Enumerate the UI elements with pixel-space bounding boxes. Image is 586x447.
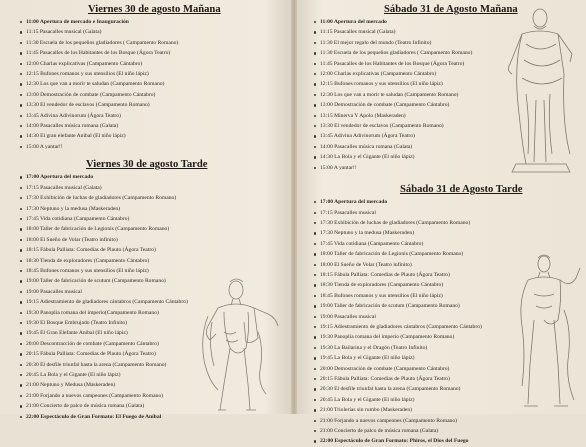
- schedule-item: 18:00 Taller de fabricación de Legionis (Campamento Romano): [314, 249, 584, 259]
- schedule-item: 17:15 Pasacalles musical: [314, 208, 584, 218]
- friday-afternoon-list: [20, 172, 290, 422]
- schedule-item: 20:30 El desfile triunfal hasta la arena (Campamento Romano): [20, 360, 290, 370]
- schedule-item: 19:45 La Bola y el Gigante (El niño lápiz): [314, 353, 584, 363]
- schedule-item: 17:45 Vida cotidiana (Campamento Cántabro): [20, 214, 290, 224]
- schedule-item: 14:00 Pasacalles música romana (Galata): [314, 142, 584, 152]
- schedule-item: 13:45 Adivina Adivinorum (Ágora Teatro): [20, 111, 290, 121]
- schedule-item: 18:30 Tienda de exploradores (Campamento Cántabro): [20, 256, 290, 266]
- schedule-item: 18:45 Bufones romanos y sus utensilios (El niño lápiz): [314, 291, 584, 301]
- friday-morning-list: [20, 17, 290, 152]
- schedule-item: 18:30 Tienda de exploradores (Campamento Cántabro): [314, 280, 584, 290]
- schedule-item: 20:00 Descontracción de combate (Campamento Cántabro): [20, 339, 290, 349]
- schedule-item: 19:00 Taller de fabricación de scutum (Campamento Romano): [20, 276, 290, 286]
- schedule-item: 13:45 Adivina Adivinorum (Ágora Teatro): [314, 131, 584, 141]
- schedule-item: 19:30 El Bosque Embrujado (Teatro Infinito): [20, 318, 290, 328]
- schedule-item: 12:30 Los que van a morir te saludan (Campamento Romano): [314, 90, 584, 100]
- schedule-item: 19:00 Pasacalles musical: [314, 312, 584, 322]
- saturday-morning-list: [314, 17, 584, 173]
- schedule-item: 21:00 Concierto de palco de música romana (Galata): [20, 401, 290, 411]
- schedule-item: 12:30 Los que van a morir te saludan (Campamento Romano): [20, 79, 290, 89]
- schedule-item: 21:00 Forjando a nuevos campeones (Campamento Romano): [20, 391, 290, 401]
- schedule-item: 12:15 Bufones romanos y sus utensilios (El niño lápiz): [314, 79, 584, 89]
- schedule-item: 19:45 El Gran Elefante Aníbal (El niño lápiz): [20, 328, 290, 338]
- schedule-item: 18:15 Fábula Palliata: Comedias de Plauto (Ágora Teatro): [314, 270, 584, 280]
- schedule-item: 17:00 Apertura del mercado: [20, 172, 290, 182]
- schedule-item: 11:45 Pasacalles de los Habitantes de los Bosque (Ágora Teatro): [314, 59, 584, 69]
- schedule-item: 18:00 Taller de fabricación de Legionis (Campamento Romano): [20, 224, 290, 234]
- schedule-item: 18:00 El Sueño de Volar (Teatro infinito): [20, 235, 290, 245]
- schedule-item: 11:30 El mejor regalo del mundo (Teatro Infinito): [314, 38, 584, 48]
- schedule-item: 19:30 Panoplia romana del imperio(Campamento Romano): [20, 308, 290, 318]
- schedule-item: 13:30 El vendedor de esclavos (Campamento Romano): [314, 121, 584, 131]
- schedule-item: 20:15 Fábula Palliata: Comedias de Plauto (Ágora Teatro): [314, 374, 584, 384]
- schedule-item: 11:00 Apertura de mercado e Inauguración: [20, 17, 290, 27]
- schedule-item: 17:30 Neptuno y la medusa (Maskeraden): [314, 228, 584, 238]
- schedule-item: 14:30 El gran elefante Aníbal (El niño lápiz): [20, 131, 290, 141]
- schedule-item: 21:00 Neptuno y Medusa (Maskeraden): [20, 380, 290, 390]
- schedule-item: 19:15 Adiestramiento de gladiadores cántabros (Campamento Cántabro): [20, 297, 290, 307]
- saturday-afternoon-list: [314, 197, 584, 447]
- schedule-item: 19:15 Adiestramiento de gladiadores cántabros (Campamento Cántabro): [314, 322, 584, 332]
- schedule-item: 12:15 Bufones romanos y sus utensilios (El niño lápiz): [20, 69, 290, 79]
- schedule-item: 18:15 Fábula Palliata: Comedias de Plauto (Ágora Teatro): [20, 245, 290, 255]
- schedule-item: 15:00 A yantar!!: [314, 163, 584, 173]
- schedule-item: 19:00 Pasacalles musical: [20, 287, 290, 297]
- schedule-item: 11:15 Pasacalles musical (Galata): [314, 27, 584, 37]
- left-page: [0, 0, 292, 420]
- schedule-item: 15:00 A yantar!!: [20, 142, 290, 152]
- schedule-item: 20:45 La Bola y el Gigante (El niño lápiz): [314, 395, 584, 405]
- schedule-item: 20:30 El desfile triunfal hasta la arena (Campamento Romano): [314, 384, 584, 394]
- schedule-item: 18:45 Bufones romanos y sus utensilios (El niño lápiz): [20, 266, 290, 276]
- schedule-item: 20:45 La Bola y el Gigante (El niño lápiz): [20, 370, 290, 380]
- schedule-item: 19:00 Taller de fabricación de scutum (Campamento Romano): [314, 301, 584, 311]
- schedule-item: 14:00 Pasacalles música romana (Galata): [20, 121, 290, 131]
- schedule-item: 17:30 Neptuno y la medusa (Maskeraden): [20, 204, 290, 214]
- friday-morning-title: Viernes 30 de agosto Mañana: [88, 4, 221, 15]
- schedule-item: 20:15 Fábula Palliata: Comedias de Plauto (Ágora Teatro): [20, 349, 290, 359]
- schedule-item: 17:45 Vida cotidiana (Campamento Cántabro): [314, 239, 584, 249]
- schedule-item: 12:00 Charlas explicativas (Campamento Cántabro): [314, 69, 584, 79]
- schedule-item: 13:00 Demostración de combate (Campamento Cántabro): [314, 100, 584, 110]
- schedule-item: 11:30 Escuela de los pequeños gladiadores ( Campamento Romano): [20, 38, 290, 48]
- saturday-afternoon-title: Sábado 31 de Agosto Tarde: [400, 184, 523, 196]
- schedule-item: 21:00 Concierto de palco de música romana (Galata): [314, 426, 584, 436]
- schedule-item: 13:30 El vendedor de esclavos (Campamento Romano): [20, 100, 290, 110]
- schedule-item: 11:00 Apertura del mercado: [314, 17, 584, 27]
- schedule-item: 13:15 Minerva Y Apolo (Maskeraden): [314, 111, 584, 121]
- schedule-item: 13:00 Demostración de combate (Campamento Cántabro): [20, 90, 290, 100]
- schedule-item: 22:00 Espectáculo de Gran Formato: Phiros, el Dios del Fuego: [314, 436, 584, 446]
- schedule-item: 11:45 Pasacalles de los Habitantes de los Bosque (Ágora Teatro): [20, 48, 290, 58]
- schedule-item: 17:00 Apertura del mercado: [314, 197, 584, 207]
- schedule-item: 20:00 Demostración de combate (Campamento Cántabro): [314, 364, 584, 374]
- left-column: [20, 3, 290, 422]
- schedule-item: 17:30 Exhibición de luchas de gladiadores (Campamento Romano): [314, 218, 584, 228]
- saturday-morning-title: Sábado 31 de Agosto Mañana: [384, 4, 518, 15]
- schedule-item: 11:30 Escuela de los pequeños gladiadores ( Campamento Romano): [314, 48, 584, 58]
- right-column: [314, 3, 584, 447]
- schedule-item: 18:00 El Sueño de Volar (Teatro infinito): [314, 260, 584, 270]
- right-page: [296, 0, 586, 445]
- schedule-item: 12:00 Charlas explicativas (Campamento Cántabro): [20, 59, 290, 69]
- friday-afternoon-title: Viernes 30 de agosto Tarde: [86, 159, 208, 171]
- schedule-item: 11:15 Pasacalles musical (Galata): [20, 27, 290, 37]
- schedule-item: 17:15 Pasacalles musical (Galata): [20, 183, 290, 193]
- schedule-item: 17:30 Exhibición de luchas de gladiadores (Campamento Romano): [20, 193, 290, 203]
- schedule-item: 14:30 La Bola y el Gigante (El niño lápiz): [314, 152, 584, 162]
- schedule-item: 19:30 Panoplia romana del imperio (Campamento Romano): [314, 332, 584, 342]
- schedule-item: 22:00 Espectáculo de Gran Formato: El Fuego de Aníbal: [20, 412, 290, 422]
- schedule-item: 21:00 Forjando a nuevos campeones (Campamento Romano): [314, 416, 584, 426]
- schedule-item: 19:30 La Bailarina y el Dragón (Teatro Infinito): [314, 343, 584, 353]
- schedule-item: 21:00 Triolerías sin rumbo (Maskeraden): [314, 405, 584, 415]
